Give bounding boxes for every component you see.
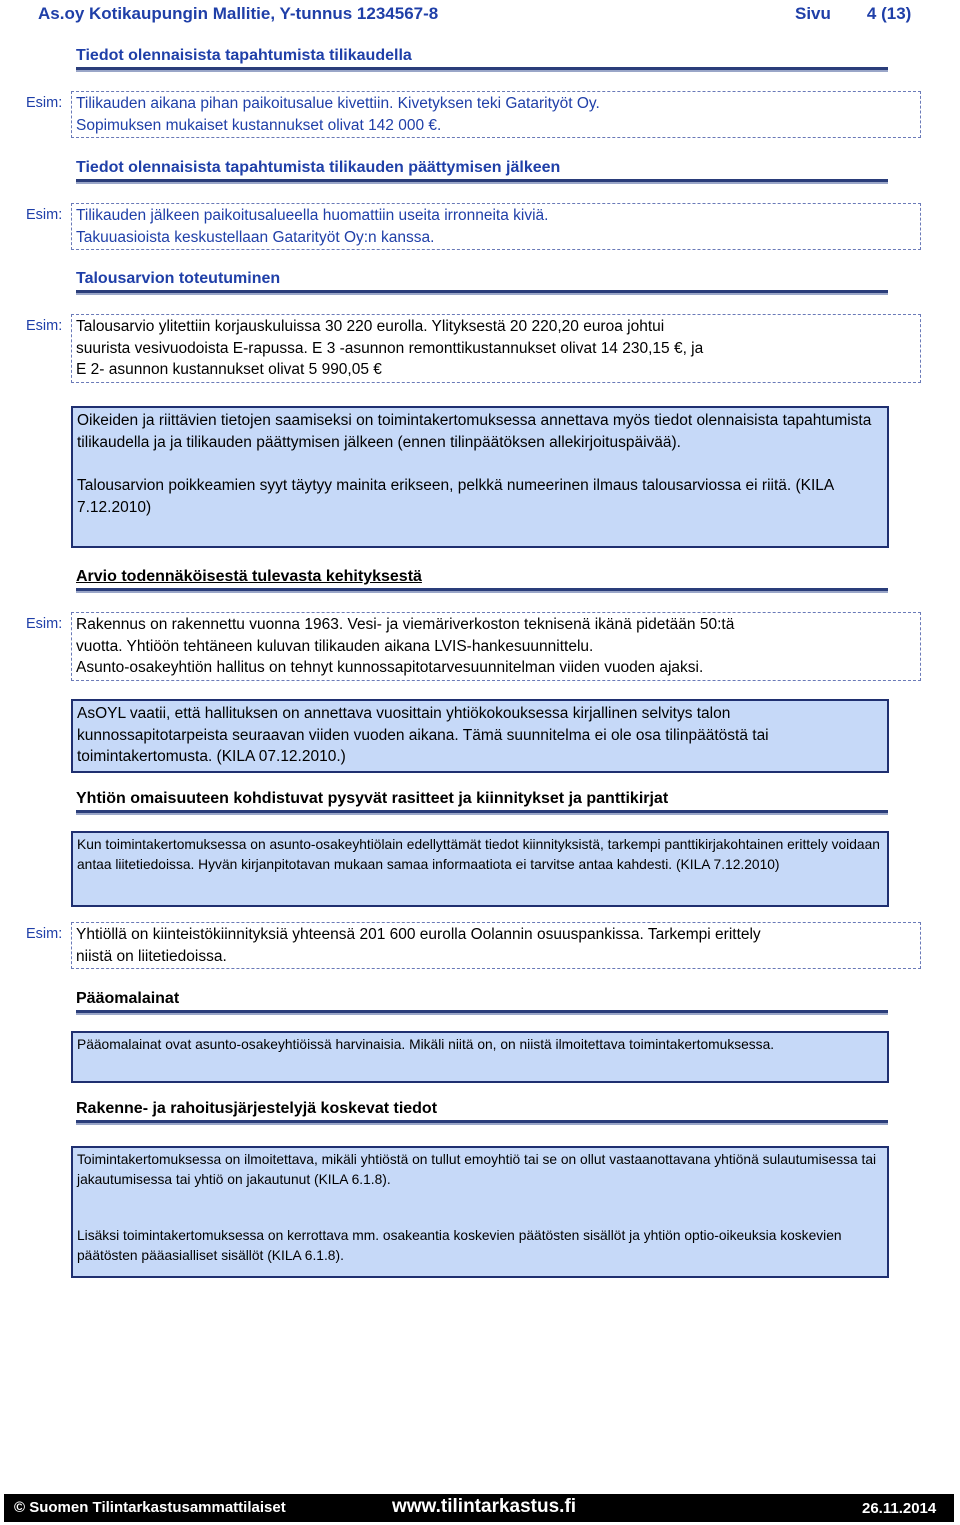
note-box [71,1031,889,1083]
example-box [71,314,921,383]
section-heading: Pääomalainat [76,990,888,1013]
note-paragraph: AsOYL vaatii, että hallituksen on annettava vuosittain yhtiökokouksessa kirjallinen selvitys talon kunnossapitotarpeista seuraavan viiden vuoden aikana. Tämä suunnitelma ei ole osa tilinpäätöstä tai toimintakertomusta. (KILA 07.12.2010.) [77,705,769,765]
section-heading: Talousarvion toteutuminen [76,270,888,293]
note-paragraph: Talousarvion poikkeamien syyt täytyy mainita erikseen, pelkkä numeerinen ilmaus talousarviossa ei riitä. (KILA 7.12.2010) [77,477,834,516]
note-paragraph: Kun toimintakertomuksessa on asunto-osakeyhtiölain edellyttämät tiedot kiinnityksistä, tarkempi panttikirjakohtainen erittely voidaan antaa liitetiedoissa. Hyvän kirjanpitotavan mukaan samaa informaatiota ei tarvitse antaa kahdesti. (KILA 7.12.2010) [77,837,880,872]
section-heading: Tiedot olennaisista tapahtumista tilikauden päättymisen jälkeen [76,159,888,182]
section-heading: Tiedot olennaisista tapahtumista tilikaudella [76,47,888,70]
footer-date: 26.11.2014 [862,1500,937,1517]
example-line: Tilikauden jälkeen paikoitusalueella huomattiin useita irronneita kiviä. [76,207,549,224]
note-box [71,406,889,548]
note-paragraph: Pääomalainat ovat asunto-osakeyhtiöissä harvinaisia. Mikäli niitä on, on niistä ilmoitettava toimintakertomuksessa. [77,1037,775,1052]
section-heading: Arvio todennäköisestä tulevasta kehityksestä [76,568,888,591]
example-line: Sopimuksen mukaiset kustannukset olivat 142 000 €. [76,116,442,134]
note-box [71,1146,889,1278]
note-paragraph: Oikeiden ja riittävien tietojen saamiseksi on toimintakertomuksessa annettava myös tiedot olennaisista tapahtumista tilikaudella ja ja tilikauden päättymisen jälkeen (ennen tilinpäätöksen allekirjoituspäivää). [77,412,872,451]
esim-label: Esim: [26,95,63,111]
section-heading: Rakenne- ja rahoitusjärjestelyjä koskevat tiedot [76,1100,888,1123]
note-box [71,831,889,907]
example-box [71,922,921,969]
example-line: Talousarvio ylitettiin korjauskuluissa 30 220 eurolla. Ylityksestä 20 220,20 euroa johtui [76,318,665,335]
note-paragraph: Lisäksi toimintakertomuksessa on kerrottava mm. osakeantia koskevien päätösten sisällöt ja yhtiön optio-oikeuksia koskevien päätösten pääasialliset sisällöt (KILA 6.1.8). [77,1228,842,1263]
footer-copyright: © Suomen Tilintarkastusammattilaiset [14,1499,286,1516]
esim-label: Esim: [26,318,63,334]
note-box [71,699,889,773]
example-line: niistä on liitetiedoissa. [76,947,227,965]
example-line: Asunto-osakeyhtiön hallitus on tehnyt kunnossapitotarvesuunnitelman viiden vuoden ajaksi. [76,659,704,676]
example-line: suurista vesivuodoista E-rapussa. E 3 -asunnon remonttikustannukset olivat 14 230,15 €, ja [76,339,704,357]
esim-label: Esim: [26,926,63,942]
esim-label: Esim: [26,616,63,632]
document-title: As.oy Kotikaupungin Mallitie, Y-tunnus 1234567-8 [38,4,439,23]
example-line: Yhtiöllä on kiinteistökiinnityksiä yhteensä 201 600 eurolla Oolannin osuuspankissa. Tarkempi erittely [76,926,761,943]
page-footer [4,1494,954,1522]
example-box [71,203,921,250]
example-box [71,91,921,138]
example-line: Tilikauden aikana pihan paikoitusalue kivettiin. Kivetyksen teki Gatarityöt Oy. [76,95,600,112]
page-indicator [795,4,911,24]
example-line: Rakennus on rakennettu vuonna 1963. Vesi- ja viemäriverkoston teknisenä ikänä pidetään 50:tä [76,616,735,633]
section-heading: Yhtiön omaisuuteen kohdistuvat pysyvät rasitteet ja kiinnitykset ja panttikirjat [76,790,888,813]
note-paragraph: Toimintakertomuksessa on ilmoitettava, mikäli yhtiöstä on tullut emoyhtiö tai se on ollut vastaanottavana yhtiönä sulautumisessa tai jakautumisessa tai yhtiö on jakautunut (KILA 6.1.8). [77,1152,877,1187]
footer-website-link[interactable]: www.tilintarkastus.fi [392,1496,577,1517]
page-label: Sivu [795,4,831,23]
example-line: Takuuasioista keskustellaan Gatarityöt Oy:n kanssa. [76,228,435,246]
example-line: E 2- asunnon kustannukset olivat 5 990,05 € [76,361,382,378]
esim-label: Esim: [26,207,63,223]
example-line: vuotta. Yhtiöön tehtäneen kuluvan tilikauden aikana LVIS-hankesuunnittelu. [76,637,594,655]
example-box [71,612,921,681]
page-number: 4 (13) [866,4,912,23]
